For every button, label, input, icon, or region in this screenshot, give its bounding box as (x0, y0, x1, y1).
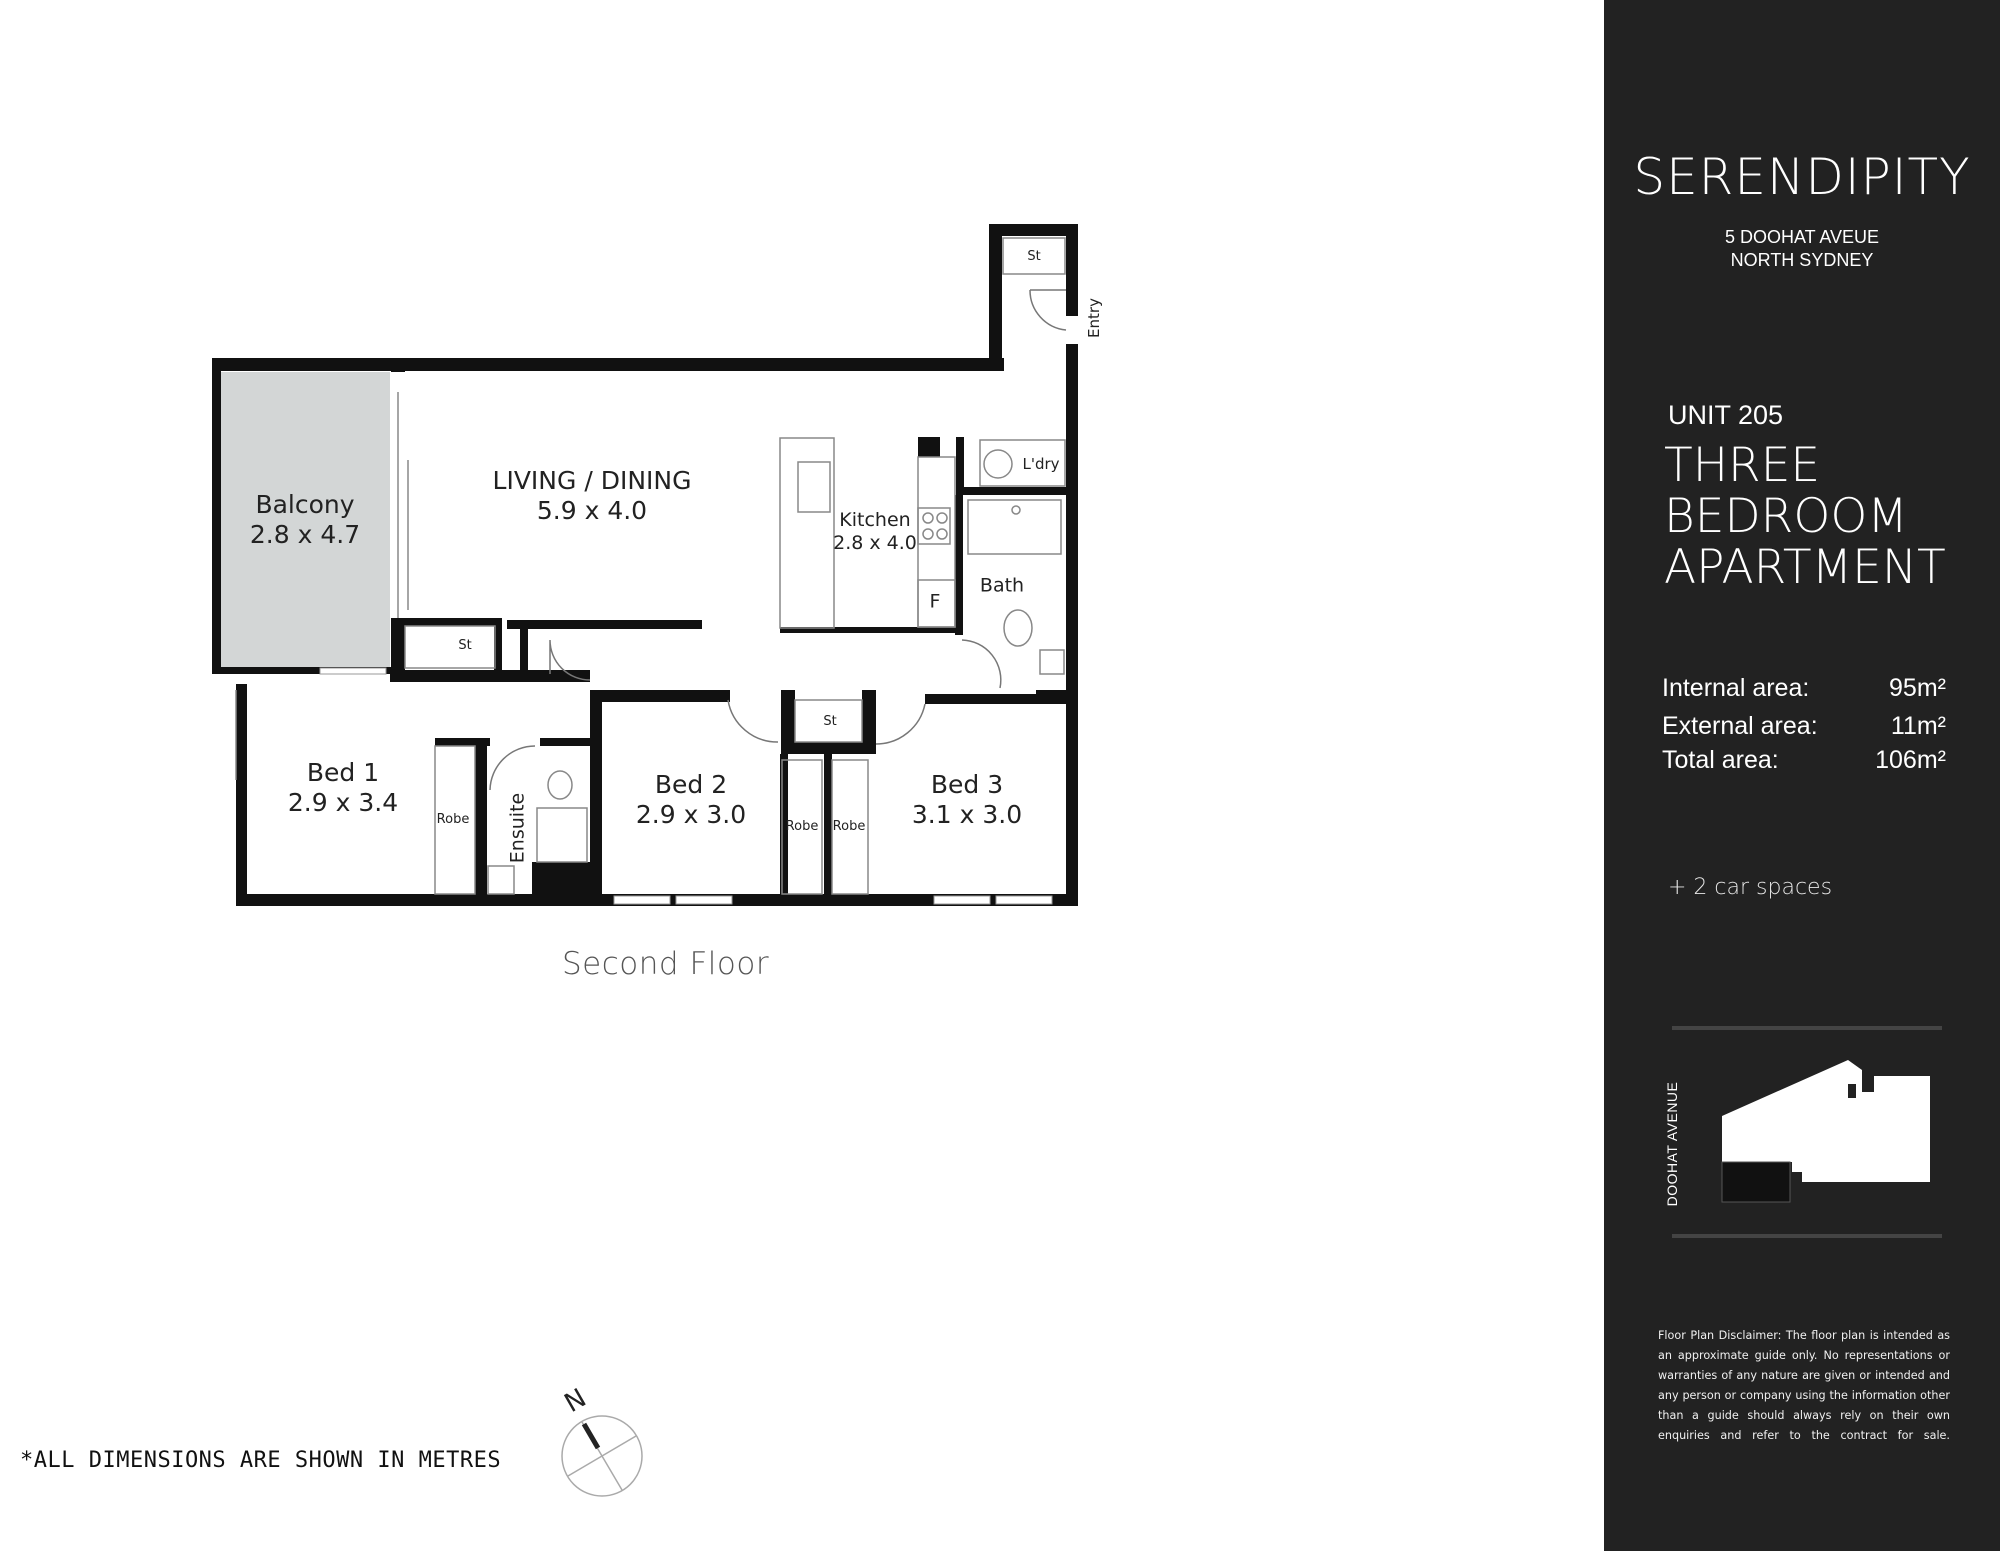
wall-bed1-top (390, 670, 590, 682)
area-label: Total area: (1662, 746, 1779, 774)
north-compass-icon (548, 1370, 648, 1510)
wall-ensuite-top (540, 738, 590, 746)
wall-left-bed1 (236, 684, 247, 906)
ensuite-shower (537, 808, 587, 862)
unit-number: UNIT 205 (1668, 400, 1784, 430)
wall-bath-left (955, 495, 963, 635)
wall-living-bottom (507, 620, 702, 629)
room-dims: 2.9 x 3.0 (635, 800, 747, 829)
info-panel (1604, 0, 2000, 1551)
kitchen-sink (798, 462, 830, 512)
room-ensuite (507, 793, 530, 863)
apartment-type-line: APARTMENT (1664, 540, 1946, 595)
wall-right-upper (1066, 224, 1078, 316)
ensuite-basin (488, 866, 514, 894)
room-living-dining (493, 466, 692, 526)
wall-laundry-side (956, 437, 964, 489)
wall-st-mid-bottom (781, 742, 876, 754)
door-ensuite (490, 746, 535, 790)
wall-right (1066, 344, 1078, 906)
storage-label-top: St (1027, 249, 1041, 265)
car-spaces: + 2 car spaces (1668, 875, 1833, 900)
wall-tower-left (989, 224, 1002, 370)
room-bed2 (636, 770, 746, 830)
room-balcony (250, 490, 360, 550)
fridge-label: F (929, 590, 941, 613)
room-name: LIVING / DINING (492, 466, 692, 495)
wall-passage-left (520, 620, 528, 674)
area-value: 106m² (1875, 746, 1946, 774)
apartment-type (1664, 440, 1946, 593)
wall-top (212, 358, 1004, 371)
wall-bed2-left (590, 690, 602, 906)
room-name: Ensuite (506, 792, 529, 864)
robe-label-bed2: Robe (785, 819, 819, 835)
area-label: External area: (1662, 712, 1818, 740)
room-bath (980, 575, 1024, 598)
wall-bath-bottom (1036, 690, 1078, 702)
room-dims: 5.9 x 4.0 (536, 496, 648, 525)
wall-bed3-left (824, 754, 832, 906)
room-dims: 2.8 x 4.0 (833, 532, 917, 554)
storage-label-living: St (458, 638, 472, 654)
apartment-type-line: THREE (1664, 438, 1821, 493)
door-bed3 (876, 704, 925, 744)
room-name: Balcony (255, 490, 355, 519)
room-kitchen (833, 509, 917, 555)
room-laundry (1022, 455, 1059, 473)
wall-tower-top (989, 224, 1078, 236)
wall-ensuite-bottom-block (532, 862, 590, 902)
disclaimer: Floor Plan Disclaimer: The floor plan is intended as an approximate guide only. No representations or warranties of any nature are given or intended and any person or company using the information other than a guide should always rely on their own enquiries and refer to the contract for sale. (1658, 1329, 1950, 1442)
room-name: L'dry (1022, 455, 1060, 473)
compass-letter: N (559, 1383, 592, 1419)
room-dims: 2.8 x 4.7 (249, 520, 361, 549)
storage-living (405, 626, 495, 668)
apartment-type-line: BEDROOM (1664, 489, 1908, 544)
brand-title: SERENDIPITY (1633, 148, 1971, 206)
robe-label-bed3: Robe (832, 819, 866, 835)
wall-laundry-left (918, 437, 940, 457)
room-dims: 2.9 x 3.4 (287, 788, 399, 817)
address (1604, 226, 2000, 272)
door-bed2 (728, 700, 778, 742)
room-name: Bed 2 (654, 770, 728, 799)
area-label: Internal area: (1662, 674, 1810, 702)
room-bed1 (288, 758, 398, 818)
street-label: DOOHAT AVENUE (1664, 1081, 1680, 1207)
room-dims: 3.1 x 3.0 (911, 800, 1023, 829)
area-value: 95m² (1889, 674, 1946, 702)
room-bed3 (912, 770, 1022, 830)
room-name: Kitchen (839, 509, 911, 532)
room-name: Bed 1 (306, 758, 380, 787)
wall-st-living (405, 618, 500, 626)
kitchen-bench-left (780, 438, 834, 628)
wall-ensuite-left (475, 738, 487, 904)
address-line: 5 DOOHAT AVEUE (1724, 227, 1880, 247)
door-entry (1030, 290, 1066, 330)
storage-label-middle: St (823, 714, 837, 730)
address-line: NORTH SYDNEY (1730, 250, 1874, 270)
floor-caption: Second Floor (562, 946, 770, 982)
wall-left-balcony (212, 358, 221, 670)
wall-living-left (391, 358, 405, 372)
wall-living-right-bottom (394, 650, 402, 674)
site-location-map (1664, 1020, 1944, 1250)
room-name: Entry (1085, 298, 1103, 338)
door-bath (962, 640, 1001, 688)
room-name: Bath (979, 574, 1025, 597)
bath-basin (1040, 650, 1064, 674)
robe-label-bed1: Robe (436, 812, 470, 828)
wall-bed-top (590, 690, 730, 702)
wall-laundry-bottom (956, 487, 1066, 495)
dimensions-note: *ALL DIMENSIONS ARE SHOWN IN METRES (20, 1448, 502, 1473)
bathtub (968, 500, 1061, 554)
room-entry (1085, 298, 1103, 338)
area-value: 11m² (1890, 712, 1946, 740)
room-name: Bed 3 (930, 770, 1004, 799)
